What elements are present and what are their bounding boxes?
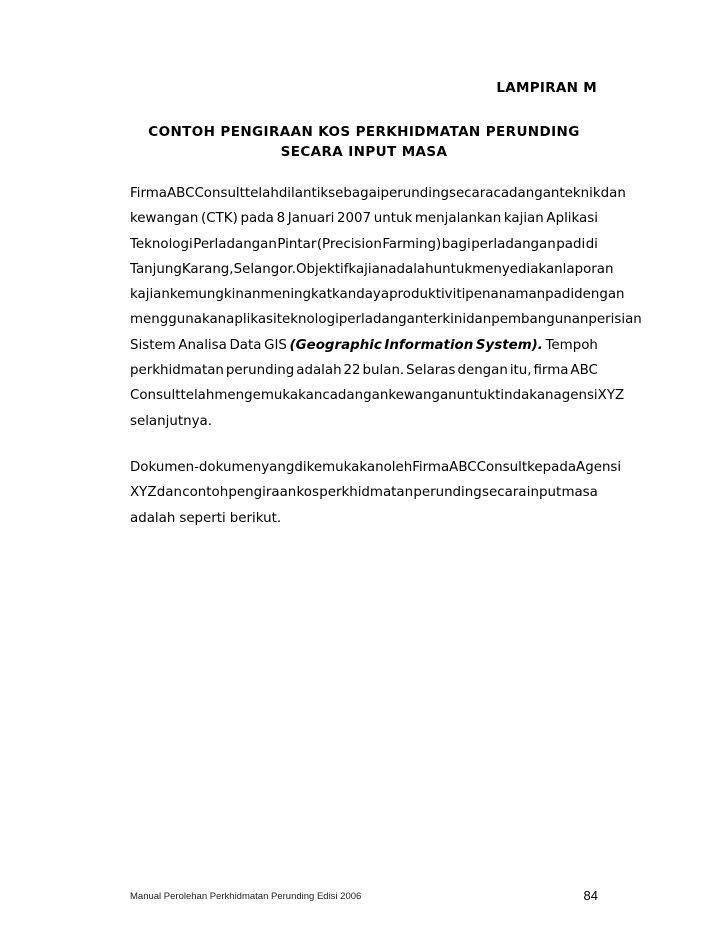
paragraph-word: XYZ (130, 485, 157, 501)
paragraph-word: dilantik (278, 186, 329, 201)
paragraph-word: (Precision (316, 236, 382, 252)
paragraph-line (130, 506, 598, 531)
paragraph-word: perunding (225, 363, 295, 379)
paragraph-word: Firma (130, 186, 167, 201)
paragraph-word: XYZ (597, 388, 625, 404)
paragraph-word: sebagai (328, 186, 381, 201)
paragraph-word: meningkatkan (260, 287, 357, 303)
paragraph-word: selanjutnya. (130, 413, 212, 429)
paragraph-word: perkhidmatan (130, 363, 224, 379)
paragraph-line (130, 307, 642, 332)
paragraph-word: dan (600, 186, 626, 201)
paragraph-word: bulan. (362, 363, 405, 379)
paragraph-word: contoh (182, 485, 229, 501)
paragraph-word: masa (561, 485, 598, 501)
paragraph-2 (130, 455, 622, 531)
paragraph-word: perisian (588, 312, 642, 328)
paragraph-word: perladangan (338, 312, 424, 328)
paragraph-word: Firma (412, 460, 450, 475)
paragraph-line (130, 455, 622, 480)
title-line-2: SECARA INPUT MASA (280, 144, 448, 160)
paragraph-word: padi (556, 236, 586, 252)
paragraph-line (130, 409, 598, 434)
paragraph-word: cadangan (493, 186, 560, 201)
paragraph-line (130, 333, 598, 358)
paragraph-word: oleh (383, 460, 413, 475)
paragraph-word: dan (156, 485, 182, 501)
paragraph-word: Teknologi (130, 236, 193, 252)
paragraph-word: Pintar (277, 236, 317, 252)
paragraph-word: kemungkinan (169, 287, 261, 303)
paragraph-word: ABC (449, 460, 477, 475)
paragraph-word: input (526, 485, 562, 501)
paragraph-word: bagi (441, 236, 471, 252)
paragraph-word: perunding (380, 186, 449, 201)
paragraph-word: dengan (574, 287, 625, 303)
paragraph-word: Perladangan (193, 236, 277, 252)
paragraph-word: tindakan (495, 388, 554, 404)
paragraph-word: menjalankan (414, 211, 502, 227)
paragraph-word: untuk (456, 388, 496, 404)
title-line-1: CONTOH PENGIRAAN KOS PERKHIDMATAN PERUNDING (148, 124, 580, 140)
paragraph-word: dikemukakan (294, 460, 384, 475)
paragraph-word: adalah (130, 510, 176, 526)
paragraph-1 (130, 181, 642, 434)
paragraph-word: Consult (194, 186, 245, 201)
paragraph-word: agensi (553, 388, 598, 404)
paragraph-word: Dokumen-dokumen (130, 460, 262, 475)
paragraph-word: aplikasi (226, 312, 277, 328)
paragraph-word: pada (240, 211, 274, 227)
paragraph-word: Aplikasi (546, 211, 598, 227)
paragraph-word: berikut. (229, 510, 282, 526)
paragraph-word: menyediakan (472, 261, 563, 277)
paragraph-word: (CTK) (201, 211, 238, 227)
paragraph-word: kajian (503, 211, 544, 227)
paragraph-word: System). (475, 337, 543, 353)
paragraph-word: ABC (166, 186, 195, 201)
paragraph-line (130, 282, 625, 307)
paragraph-word: penanaman (465, 287, 546, 303)
paragraph-word: terkini (423, 312, 467, 328)
paragraph-word: kos (296, 485, 319, 501)
paragraph-word: perunding (413, 485, 482, 501)
paragraph-word: Tanjung (130, 261, 182, 277)
paragraph-word: laporan (562, 261, 614, 277)
paragraph-word: firma (533, 363, 569, 379)
paragraph-word: kewangan (130, 211, 199, 227)
paragraph-word: untuk (433, 261, 473, 277)
paragraph-word: Consult (476, 460, 528, 475)
paragraph-word: Selangor. (233, 261, 296, 277)
paragraph-word: telah (180, 388, 215, 404)
paragraph-word: Consult (130, 388, 181, 404)
paragraph-word: kewangan (388, 388, 457, 404)
paragraph-line (130, 181, 626, 206)
paragraph-word: untuk (373, 211, 413, 227)
paragraph-word: GIS (264, 337, 287, 353)
paragraph-word: 22 (343, 363, 361, 379)
paragraph-word: Selaras (406, 363, 456, 379)
paragraph-word: dan (466, 312, 492, 328)
paragraph-word: Information (384, 337, 474, 353)
document-title (130, 122, 598, 162)
paragraph-word: 2007 (337, 211, 372, 227)
page-number: 84 (583, 888, 598, 903)
paragraph-word: teknik (559, 186, 601, 201)
paragraph-word: pengiraan (228, 485, 297, 501)
paragraph-word: di (585, 236, 598, 252)
paragraph-word: seperti (179, 510, 226, 526)
paragraph-line (130, 257, 614, 282)
paragraph-word: Sistem (130, 337, 176, 353)
paragraph-word: Tempoh (545, 337, 598, 353)
paragraph-word: padi (545, 287, 575, 303)
paragraph-word: Data (229, 337, 262, 353)
paragraph-word: menggunakan (130, 312, 227, 328)
paragraph-word: Karang, (181, 261, 234, 277)
paragraph-word: mengemukakan (214, 388, 323, 404)
paragraph-word: adalah (388, 261, 434, 277)
paragraph-word: secara (482, 485, 527, 501)
paragraph-word: (Geographic (289, 337, 382, 353)
paragraph-word: Analisa (178, 337, 227, 353)
paragraph-word: 8 (276, 211, 286, 227)
paragraph-word: Agensi (576, 460, 622, 475)
footer-manual-title: Manual Perolehan Perkhidmatan Perunding Edisi 2006 (130, 891, 362, 902)
paragraph-line (130, 383, 625, 408)
paragraph-line (130, 206, 598, 231)
paragraph-word: produktiviti (389, 287, 466, 303)
paragraph-word: daya (356, 287, 390, 303)
paragraph-word: secara (448, 186, 494, 201)
paragraph-word: teknologi (276, 312, 339, 328)
paragraph-word: kajian (348, 261, 389, 277)
paragraph-word: perladangan (471, 236, 556, 252)
paragraph-line (130, 480, 598, 505)
paragraph-line (130, 358, 598, 383)
paragraph-word: Objektif (295, 261, 349, 277)
paragraph-word: cadangan (322, 388, 389, 404)
paragraph-word: Farming) (382, 236, 442, 252)
paragraph-word: telah (244, 186, 279, 201)
paragraph-word: pembangunan (491, 312, 589, 328)
paragraph-word: kepada (527, 460, 577, 475)
appendix-label: LAMPIRAN M (496, 80, 597, 96)
paragraph-word: yang (261, 460, 295, 475)
paragraph-word: ABC (570, 363, 598, 379)
paragraph-word: kajian (130, 287, 170, 303)
paragraph-word: itu, (509, 363, 532, 379)
paragraph-word: Januari (287, 211, 335, 227)
paragraph-word: perkhidmatan (319, 485, 414, 501)
paragraph-word: dengan (457, 363, 508, 379)
paragraph-word: adalah (296, 363, 342, 379)
paragraph-line (130, 232, 598, 257)
